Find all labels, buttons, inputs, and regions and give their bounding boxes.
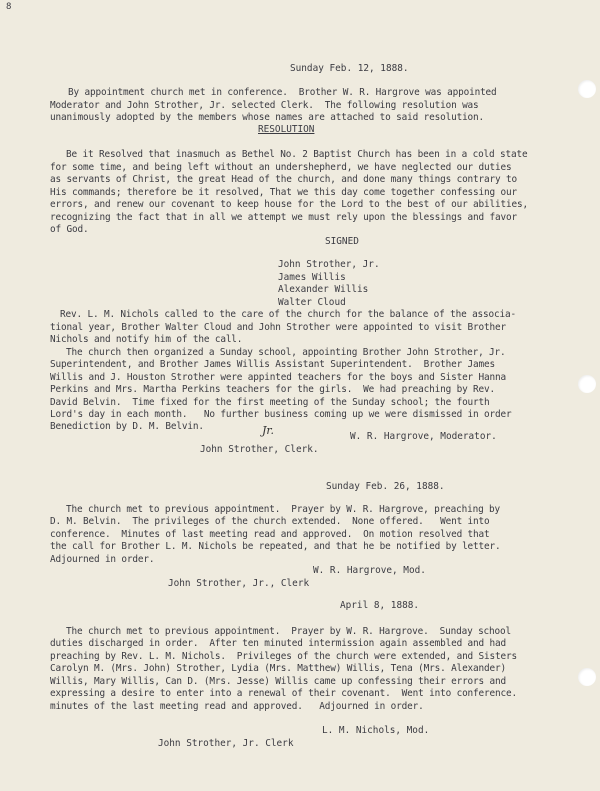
entry-2-date: Sunday Feb. 26, 1888. <box>326 481 445 492</box>
entry-3-paragraph-line: minutes of the last meeting read and approved. Adjourned in order. <box>50 701 424 712</box>
punch-hole-middle <box>578 375 596 393</box>
resolution-line: recognizing the fact that in all we attempt we must rely upon the blessings and favor <box>50 212 518 223</box>
entry-1-paragraph-line: By appointment church met in conference. Brother W. R. Hargrove was appointed <box>68 87 497 98</box>
entry-2-paragraph-line: the call for Brother L. M. Nichols be repeated, and that he be notified by letter. <box>50 541 501 552</box>
resolution-line: errors, and renew our covenant to keep house for the Lord to the best of our abilities, <box>50 199 528 210</box>
moderator-signature: W. R. Hargrove, Moderator. <box>350 431 497 442</box>
resolution-line: for some time, and being left without an undershepherd, we have neglected our duties <box>50 162 512 173</box>
entry-1-paragraph-line: Nichols and notify him of the call. <box>50 334 243 345</box>
entry-1-paragraph-line: tional year, Brother Walter Cloud and John Strother were appointed to visit Brother <box>50 322 507 333</box>
entry-1-paragraph-line: Perkins and Mrs. Martha Perkins teachers for the girls. We had preaching by Rev. <box>50 384 496 395</box>
punch-hole-bottom <box>578 668 596 686</box>
entry-1-paragraph-line: Lord's day in each month. No further business coming up we were dismissed in order <box>50 409 512 420</box>
entry-3-paragraph-line: Willis, Mary Willis, Can D. (Mrs. Jesse) Willis came up confessing their errors and <box>50 676 507 687</box>
entry-1-date: Sunday Feb. 12, 1888. <box>290 63 409 74</box>
signer-name: Alexander Willis <box>278 284 369 295</box>
entry-2-paragraph-line: The church met to previous appointment. Prayer by W. R. Hargrove, preaching by <box>66 504 501 515</box>
page-number: 8 <box>6 2 12 12</box>
clerk-signature: John Strother, Jr. Clerk <box>158 738 294 749</box>
entry-1-paragraph-line: Willis and J. Houston Strother were appinted teachers for the boys and Sister Hanna <box>50 372 507 383</box>
entry-3-paragraph-line: The church met to previous appointment. Prayer by W. R. Hargrove. Sunday school <box>66 626 512 637</box>
resolution-line: as servants of Christ, the great Head of the church, and done many things contrary to <box>50 174 518 185</box>
entry-1-paragraph-line: The church then organized a Sunday school, appointing Brother John Strother, Jr. <box>66 347 506 358</box>
signer-name: Walter Cloud <box>278 297 346 308</box>
entry-2-paragraph-line: Adjourned in order. <box>50 554 155 565</box>
entry-1-paragraph-line: unanimously adopted by the members whose names are attached to said resolution. <box>50 112 485 123</box>
handwritten-jr-annotation: Jr. <box>262 424 274 437</box>
entry-1-paragraph-line: David Belvin. Time fixed for the first meeting of the Sunday school; the fourth <box>50 397 490 408</box>
entry-3-paragraph-line: duties discharged in order. After ten minuted intermission again assembled and had <box>50 638 507 649</box>
moderator-signature: W. R. Hargrove, Mod. <box>313 565 426 576</box>
signer-name: John Strother, Jr. <box>278 259 380 270</box>
moderator-signature: L. M. Nichols, Mod. <box>322 725 430 736</box>
resolution-heading: RESOLUTION <box>258 124 315 135</box>
resolution-line: Be it Resolved that inasmuch as Bethel No. 2 Baptist Church has been in a cold state <box>66 149 528 160</box>
entry-1-paragraph-line: Moderator and John Strother, Jr. selected Clerk. The following resolution was <box>50 100 479 111</box>
entry-3-date: April 8, 1888. <box>340 600 420 611</box>
signed-label: SIGNED <box>325 236 359 247</box>
clerk-signature: John Strother, Clerk. <box>200 444 319 455</box>
entry-3-paragraph-line: Carolyn M. (Mrs. John) Strother, Lydia (Mrs. Matthew) Willis, Tena (Mrs. Alexander) <box>50 663 507 674</box>
entry-2-paragraph-line: conference. Minutes of last meeting read and approved. On motion resolved that <box>50 529 490 540</box>
entry-1-paragraph-line: Superintendent, and Brother James Willis Assistant Superintendent. Brother James <box>50 359 496 370</box>
resolution-line: His commands; therefore be it resolved, That we this day come together confessing our <box>50 187 518 198</box>
entry-3-paragraph-line: expressing a desire to enter into a renewal of their covenant. Went into conference. <box>50 688 518 699</box>
entry-2-paragraph-line: D. M. Belvin. The privileges of the church extended. None offered. Went into <box>50 516 490 527</box>
clerk-signature: John Strother, Jr., Clerk <box>168 578 310 589</box>
resolution-line: of God. <box>50 224 89 235</box>
entry-3-paragraph-line: preaching by Rev. L. M. Nichols. Privileges of the church were extended, and Sisters <box>50 651 518 662</box>
signer-name: James Willis <box>278 272 346 283</box>
entry-1-paragraph-line: Benediction by D. M. Belvin. <box>50 421 204 432</box>
punch-hole-top <box>578 80 596 98</box>
entry-1-paragraph-line: Rev. L. M. Nichols called to the care of the church for the balance of the associa- <box>60 309 517 320</box>
